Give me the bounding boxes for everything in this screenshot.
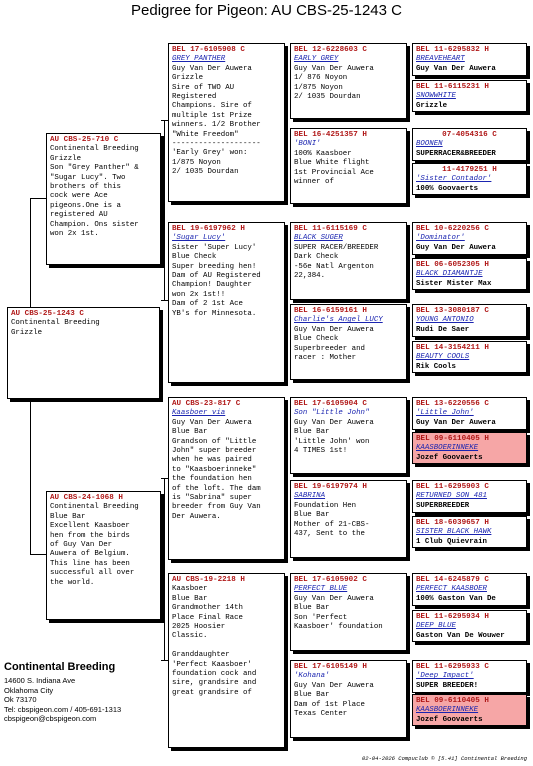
pigeon-name: BLACK SUGER [294, 234, 343, 243]
pigeon-owner: Foundation Hen [294, 501, 357, 510]
pigeon-owner: SUPERRACER&BREEDER [416, 149, 496, 158]
pedigree-box-gen4-6[interactable] [412, 304, 527, 337]
pigeon-name: BREAVEHEART [416, 55, 465, 64]
page-title: Pedigree for Pigeon: AU CBS-25-1243 C [131, 2, 402, 19]
pigeon-note: This line has been [50, 559, 130, 568]
band-number: BEL 14-6245879 C [416, 576, 489, 584]
pigeon-note: "White Freedom" [172, 130, 239, 139]
pigeon-note: 'Early Grey' won: [172, 149, 248, 158]
pigeon-owner: Sister Mister Max [416, 279, 492, 288]
pigeon-name: SABRINA [294, 492, 326, 501]
pigeon-note: -------------------- [172, 140, 261, 149]
pigeon-note: Blue Bar [294, 604, 330, 613]
pigeon-owner: Rudi De Saer [416, 325, 470, 334]
pigeon-note: winners. 1/2 Brother [172, 121, 261, 130]
pigeon-note: 22,384. [294, 272, 326, 281]
pigeon-owner: 100% Kaasboer [294, 149, 352, 158]
pedigree-box-gen4-13[interactable] [412, 610, 527, 642]
connector-line [409, 62, 410, 98]
pigeon-note: Grandmother 14th [172, 604, 243, 613]
breeder-address: 14600 S. Indiana Ave [4, 676, 76, 685]
pigeon-name: 'Kohana' [294, 672, 330, 681]
pigeon-note: Dam of 2 1st Ace [172, 300, 243, 309]
band-number: BEL 14-3154211 H [416, 344, 489, 352]
pigeon-note: Grizzle [172, 74, 204, 83]
pigeon-name: YOUNG ANTONIO [416, 316, 474, 325]
pigeon-note: multiple 1st Prize [172, 111, 252, 120]
pigeon-note: Champions. Sire of [172, 102, 252, 111]
pigeon-owner: Continental Breeding [50, 145, 139, 154]
pigeon-note: 4 TIMES 1st! [294, 447, 348, 456]
band-number: AU CBS-25-710 C [50, 136, 119, 144]
pedigree-box-dsd[interactable] [290, 480, 407, 558]
connector-line [409, 146, 410, 181]
pigeon-note: won 2x 1st!! [172, 290, 226, 299]
pigeon-owner: Rik Cools [416, 362, 456, 371]
connector-line [409, 322, 410, 359]
pigeon-note: Granddaughter [172, 651, 230, 660]
pedigree-box-gen4-4[interactable] [412, 222, 527, 255]
pigeon-owner: Guy Van Der Auwera [172, 418, 252, 427]
pigeon-name: GREY PANTHER [172, 55, 226, 64]
breeder-phone: Tel: cbspigeon.com / 405-691-1313 [4, 704, 122, 714]
connector-line [287, 436, 288, 520]
pigeon-name: 'BONI' [294, 140, 321, 149]
pedigree-box-gen4-2[interactable] [412, 128, 527, 161]
pigeon-name: SNOWWHITE [416, 92, 456, 101]
pigeon-note: Blue Check [294, 335, 339, 344]
breeder-city: Oklahoma City [4, 685, 54, 695]
pigeon-owner: SUPERBREEDER [416, 501, 470, 510]
pigeon-note: 'Little John' won [294, 437, 370, 446]
pigeon-owner: Continental Breeding [11, 319, 100, 328]
band-number: BEL 06-6052305 H [416, 261, 489, 269]
pigeon-note: Blue Bar [172, 594, 208, 603]
band-number: BEL 17-6105904 C [294, 400, 367, 408]
band-number: BEL 17-6105149 H [294, 663, 367, 671]
pedigree-box-gen4-14[interactable] [412, 660, 527, 693]
connector-line [409, 590, 410, 627]
pigeon-note: Blue White flight [294, 159, 370, 168]
pigeon-name: DEEP BLUE [416, 622, 456, 631]
pigeon-note [172, 642, 281, 651]
band-number: BEL 11-6295832 H [416, 46, 489, 54]
pigeon-note: 2/ 1035 Dourdan [294, 93, 361, 102]
connector-line [30, 198, 46, 199]
band-number: AU CBS-25-1243 C [11, 310, 84, 318]
pedigree-box-gen4-1[interactable] [412, 80, 527, 112]
pigeon-note: Super breeding hen! [172, 262, 257, 271]
band-number: BEL 11-6115169 C [294, 225, 367, 233]
pigeon-note: 1/ 876 Noyon [294, 74, 348, 83]
pigeon-name: SISTER BLACK HAWK [416, 528, 492, 537]
pigeon-note: 2025 Hoosier [172, 623, 226, 632]
pigeon-note: hen from the birds [50, 531, 130, 540]
pigeon-note: 2/ 1035 Dourdan [172, 168, 239, 177]
pigeon-note: Dark Check [294, 253, 339, 262]
band-number: BEL 09-6110405 H [416, 697, 489, 705]
pigeon-owner: Guy Van Der Auwera [416, 243, 496, 252]
connector-line [161, 300, 168, 301]
pigeon-note: Mother of 21-CBS- [294, 520, 370, 529]
pedigree-box-gen4-11[interactable] [412, 516, 527, 548]
connector-line [409, 414, 410, 449]
pigeon-note: the foundation hen [172, 475, 252, 484]
pigeon-note: when he was paired [172, 456, 252, 465]
pedigree-box-dam[interactable] [46, 491, 161, 620]
pedigree-box-sdd[interactable] [290, 304, 407, 380]
band-number: 07-4054316 C [442, 131, 497, 139]
pigeon-note: winner of [294, 178, 334, 187]
pedigree-box-gen4-8[interactable] [412, 397, 527, 430]
pigeon-note: 1/875 Noyon [172, 158, 221, 167]
pigeon-name: Charlie's Angel LUCY [294, 316, 383, 325]
connector-line [164, 120, 165, 300]
pedigree-box-sds[interactable] [290, 222, 407, 300]
band-number: BEL 19-6197962 H [172, 225, 245, 233]
pigeon-owner: Guy Van Der Auwera [294, 64, 374, 73]
pigeon-note: foundation cock and [172, 670, 257, 679]
connector-line [287, 612, 288, 698]
band-number: AU CBS-24-1068 H [50, 494, 123, 502]
pigeon-owner: Sister 'Super Lucy' [172, 243, 257, 252]
pigeon-note: pigeons.One is a [50, 201, 121, 210]
pigeon-owner: Jozef Goovaerts [416, 715, 483, 724]
pigeon-note: Der Auwera. [172, 512, 221, 521]
pigeon-note: is "Sabrina" super [172, 494, 252, 503]
pigeon-owner: Guy Van Der Auwera [172, 64, 252, 73]
band-number: BEL 11-6115231 H [416, 83, 489, 91]
pigeon-note: Grandson of "Little [172, 437, 257, 446]
pigeon-note: Blue Bar [294, 428, 330, 437]
band-number: BEL 09-6110405 H [416, 435, 489, 443]
pigeon-note: Excellent Kaasboer [50, 522, 130, 531]
footer-stamp: 02-04-2026 Compuclub © [5.41] Continental Breeding [361, 755, 527, 762]
pigeon-owner: SUPER BREEDER! [416, 681, 479, 690]
band-number: BEL 11-6295934 H [416, 613, 489, 621]
breeder-name: Continental Breeding [4, 661, 116, 673]
pigeon-note: Blue Bar [294, 691, 330, 700]
pigeon-note: Sire of TWO AU [172, 83, 235, 92]
pigeon-note: racer : Mother [294, 354, 357, 363]
pigeon-note: Blue Check [172, 253, 217, 262]
pigeon-name: 'Little John' [416, 409, 474, 418]
connector-line [164, 478, 165, 660]
band-number: BEL 17-6105908 C [172, 46, 245, 54]
pigeon-note: Auwera of Belgium. [50, 550, 130, 559]
pigeon-owner: Guy Van Der Auwera [294, 681, 374, 690]
pigeon-owner: Guy Van Der Auwera [294, 325, 374, 334]
band-number: BEL 10-6220256 C [416, 225, 489, 233]
band-number: BEL 17-6105902 C [294, 576, 367, 584]
pigeon-owner: Gaston Van De Wouwer [416, 631, 505, 640]
pigeon-note: Dam of AU Registered [172, 272, 261, 281]
pigeon-note: Son "Grey Panther" & [50, 164, 139, 173]
pedigree-box-sd[interactable] [168, 222, 285, 383]
pedigree-box-ssd[interactable] [290, 128, 407, 204]
pedigree-box-gen4-9[interactable] [412, 432, 527, 464]
pigeon-note: successful all over [50, 569, 135, 578]
pigeon-name: RETURNED SON 481 [416, 492, 487, 501]
pigeon-note: of the loft. The dam [172, 484, 261, 493]
breeder-info [4, 661, 194, 724]
pigeon-name: 'Deep Impact' [416, 672, 474, 681]
pedigree-box-ds[interactable] [168, 397, 285, 560]
pigeon-note: breeder from Guy Van [172, 503, 261, 512]
pedigree-box-gen4-15[interactable] [412, 694, 527, 726]
connector-line [409, 240, 410, 276]
pigeon-owner: Guy Van Der Auwera [294, 418, 374, 427]
connector-line [161, 120, 168, 121]
pigeon-note: Champion. Ons sister [50, 220, 139, 229]
pigeon-owner: Guy Van Der Auwera [416, 418, 496, 427]
pedigree-box-gen4-0[interactable] [412, 43, 527, 76]
pigeon-note: Grizzle [50, 154, 82, 163]
pigeon-name: Son "Little John" [294, 409, 370, 418]
band-number: BEL 13-3080187 C [416, 307, 489, 315]
pigeon-note: Kaasboer' foundation [294, 623, 383, 632]
pigeon-note: Grizzle [11, 328, 43, 337]
pigeon-note: Blue Bar [50, 512, 86, 521]
connector-line [30, 554, 46, 555]
pigeon-note: YB's for Minnesota. [172, 309, 257, 318]
pigeon-note: 'Perfect Kaasboer' [172, 660, 252, 669]
pigeon-note: Texas Center [294, 710, 348, 719]
band-number: AU CBS-23-817 C [172, 400, 241, 408]
connector-line [161, 478, 168, 479]
connector-line [287, 80, 288, 166]
pedigree-box-gen4-12[interactable] [412, 573, 527, 606]
pedigree-box-ddd[interactable] [290, 660, 407, 738]
pigeon-name: KAASBOERINNEKE [416, 706, 479, 715]
pedigree-box-dss[interactable] [290, 397, 407, 474]
connector-line [409, 676, 410, 711]
pigeon-owner: Continental Breeding [50, 503, 139, 512]
pigeon-owner: Jozef Goovaerts [416, 453, 483, 462]
pigeon-note: cock were Ace [50, 192, 108, 201]
pigeon-name: PERFECT BLUE [294, 585, 348, 594]
pigeon-owner: Guy Van Der Auwera [416, 64, 496, 73]
pigeon-note: the world. [50, 578, 95, 587]
pedigree-box-dds[interactable] [290, 573, 407, 651]
pigeon-name: BEAUTY COOLS [416, 353, 470, 362]
pigeon-note: John" super breeder [172, 447, 257, 456]
pigeon-note: Place Final Race [172, 613, 243, 622]
pigeon-name: Kaasboer via [172, 409, 226, 418]
band-number: BEL 16-6159161 H [294, 307, 367, 315]
pigeon-owner: 100% Gaston Van De [416, 594, 496, 603]
connector-line [287, 262, 288, 342]
connector-line [30, 399, 31, 554]
connector-line [30, 198, 31, 307]
pedigree-box-sire[interactable] [46, 133, 161, 265]
pigeon-note: "Sugar Lucy". Two [50, 173, 126, 182]
band-number: BEL 11-6295903 C [416, 483, 489, 491]
band-number: BEL 18-6039657 H [416, 519, 489, 527]
pigeon-name: 'Dominator' [416, 234, 465, 243]
band-number: BEL 12-6228603 C [294, 46, 367, 54]
pedigree-box-gen4-7[interactable] [412, 341, 527, 373]
band-number: BEL 13-6220556 C [416, 400, 489, 408]
pigeon-owner: 1 Club Quievrain [416, 537, 487, 546]
pigeon-note: 437, Sent to the [294, 530, 365, 539]
pigeon-note: Son 'Perfect [294, 613, 348, 622]
pigeon-owner: Guy Van Der Auwera [294, 594, 374, 603]
pigeon-owner: SUPER RACER/BREEDER [294, 243, 379, 252]
pigeon-note: great grandsire of [172, 688, 252, 697]
pigeon-note: Blue Bar [294, 511, 330, 520]
pigeon-name: PERFECT KAASBOER [416, 585, 487, 594]
pigeon-name: KAASBOERINNEKE [416, 444, 479, 453]
band-number: 11-4179251 H [442, 166, 497, 174]
band-number: AU CBS-19-2218 H [172, 576, 245, 584]
pigeon-owner: 100% Goovaerts [416, 184, 479, 193]
pigeon-name: EARLY GREY [294, 55, 339, 64]
breeder-zip: Ok 73170 [4, 695, 37, 704]
band-number: BEL 16-4251357 H [294, 131, 367, 139]
pedigree-box-gen4-5[interactable] [412, 258, 527, 290]
pigeon-note: won 2x 1st. [50, 230, 99, 239]
pedigree-box-gen4-3[interactable] [412, 163, 527, 195]
pedigree-box-gen4-10[interactable] [412, 480, 527, 513]
pigeon-note: 1/875 Noyon [294, 83, 343, 92]
pigeon-note: 1st Provincial Ace [294, 168, 374, 177]
pedigree-box-ss[interactable] [168, 43, 285, 202]
pigeon-name: BLACK DIAMANTJE [416, 270, 483, 279]
pigeon-note: brothers of this [50, 183, 121, 192]
pigeon-name: BOONEN [416, 140, 443, 149]
pigeon-note: Champion! Daughter [172, 281, 252, 290]
pigeon-note: to "Kaasboerinneke" [172, 465, 257, 474]
breeder-email: cbspigeon@cbspigeon.com [4, 714, 97, 723]
pigeon-name: 'Sugar Lucy' [172, 234, 226, 243]
pedigree-box-subject[interactable] [7, 307, 160, 399]
pigeon-owner: Kaasboer [172, 585, 208, 594]
pigeon-note: sire, grandsire and [172, 679, 257, 688]
pigeon-owner: Grizzle [416, 101, 448, 110]
pigeon-note: -56e Natl Argenton [294, 262, 374, 271]
pigeon-note: of Guy Van Der [50, 541, 113, 550]
pigeon-note: Dam of 1st Place [294, 700, 365, 709]
pigeon-note: Superbreeder and [294, 344, 365, 353]
pigeon-note: Classic. [172, 632, 208, 641]
band-number: BEL 19-6197974 H [294, 483, 367, 491]
connector-line [409, 498, 410, 533]
pigeon-note: Blue Bar [172, 428, 208, 437]
band-number: BEL 11-6295933 C [416, 663, 489, 671]
pigeon-note: registered AU [50, 211, 108, 220]
pigeon-name: 'Sister Contador' [416, 175, 492, 184]
pedigree-box-sss[interactable] [290, 43, 407, 119]
pigeon-note: Registered [172, 93, 217, 102]
